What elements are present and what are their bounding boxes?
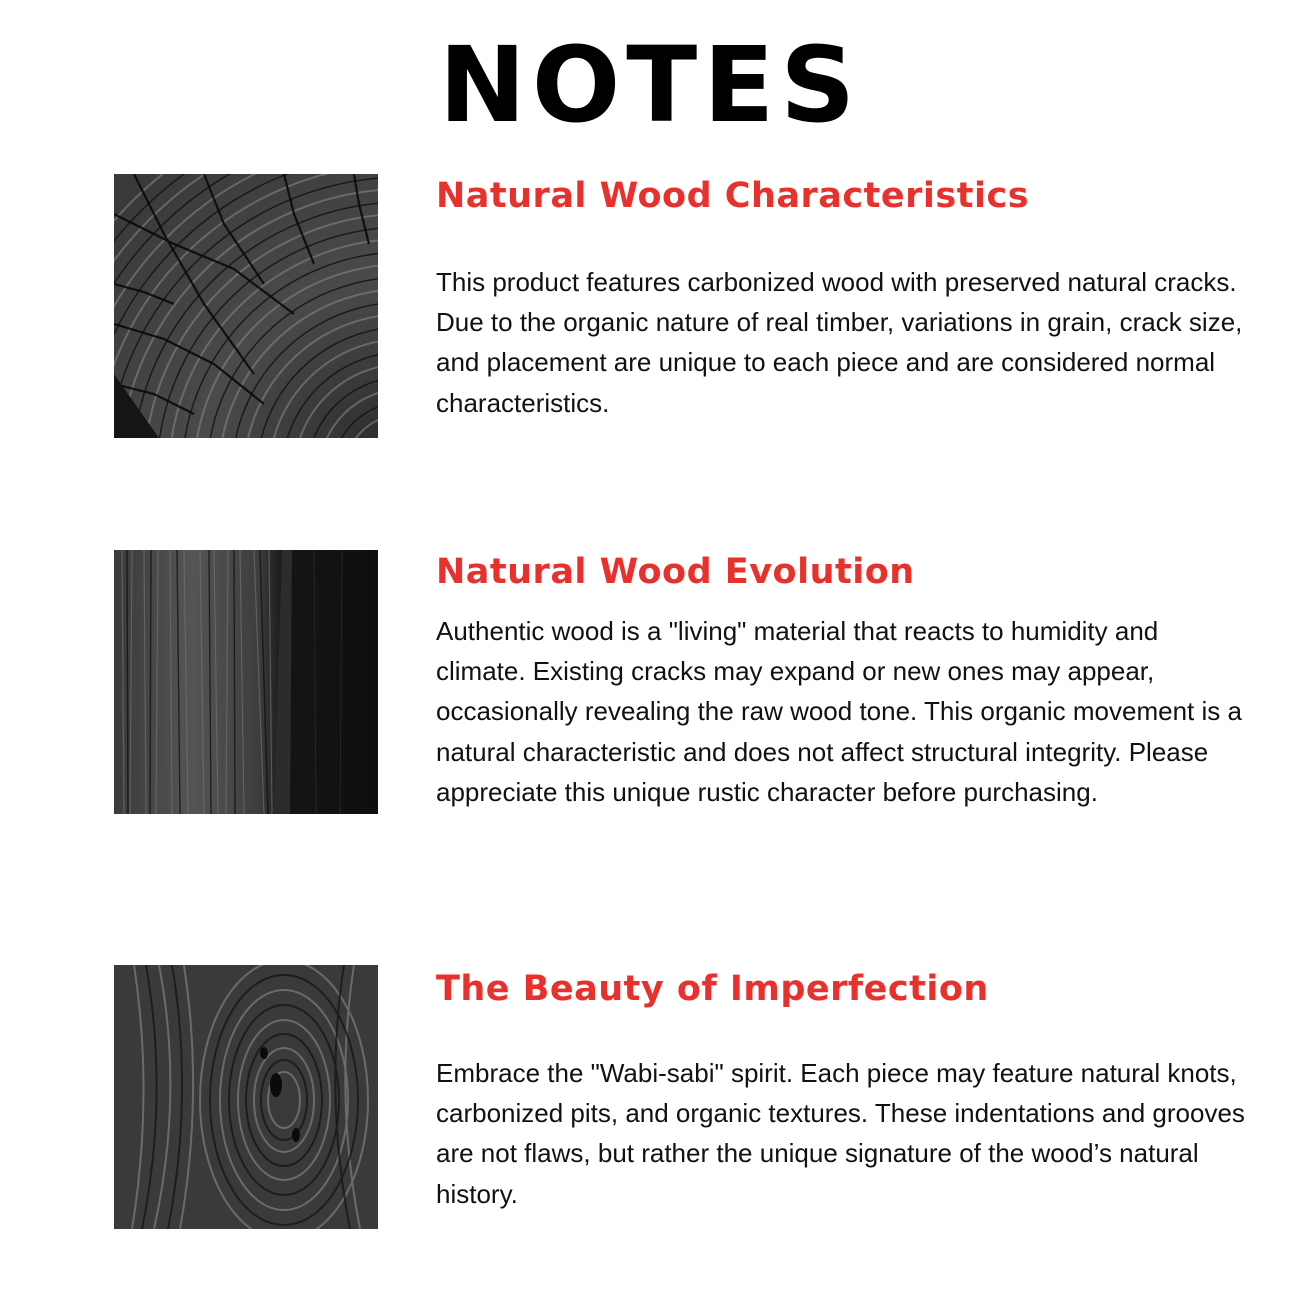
note-body: This product features carbonized wood with preserved natural cracks. Due to the organic nature of real timber, variations in grain, crack size, and placement are unique to each piece and are considered normal characteristics.	[436, 267, 1243, 418]
wood-vertical-grain-image	[114, 550, 378, 814]
page-title: NOTES	[438, 24, 862, 146]
note-heading: Natural Wood Characteristics	[436, 176, 1030, 216]
note-body: Embrace the "Wabi-sabi" spirit. Each piece may feature natural knots, carbonized pits, and organic textures. These indentations and grooves are not flaws, but rather the unique signature of the wood’s natural history.	[436, 1058, 1245, 1209]
note-heading: Natural Wood Evolution	[436, 552, 915, 592]
note-heading: The Beauty of Imperfection	[436, 969, 989, 1009]
wood-knot-image	[114, 965, 378, 1229]
note-body: Authentic wood is a "living" material that reacts to humidity and climate. Existing cracks may expand or new ones may appear, occasionally revealing the raw wood tone. This organic movement is a natural characteristic and does not affect structural integrity. Please appreciate this unique rustic character before purchasing.	[436, 616, 1242, 807]
wood-end-grain-image	[114, 174, 378, 438]
